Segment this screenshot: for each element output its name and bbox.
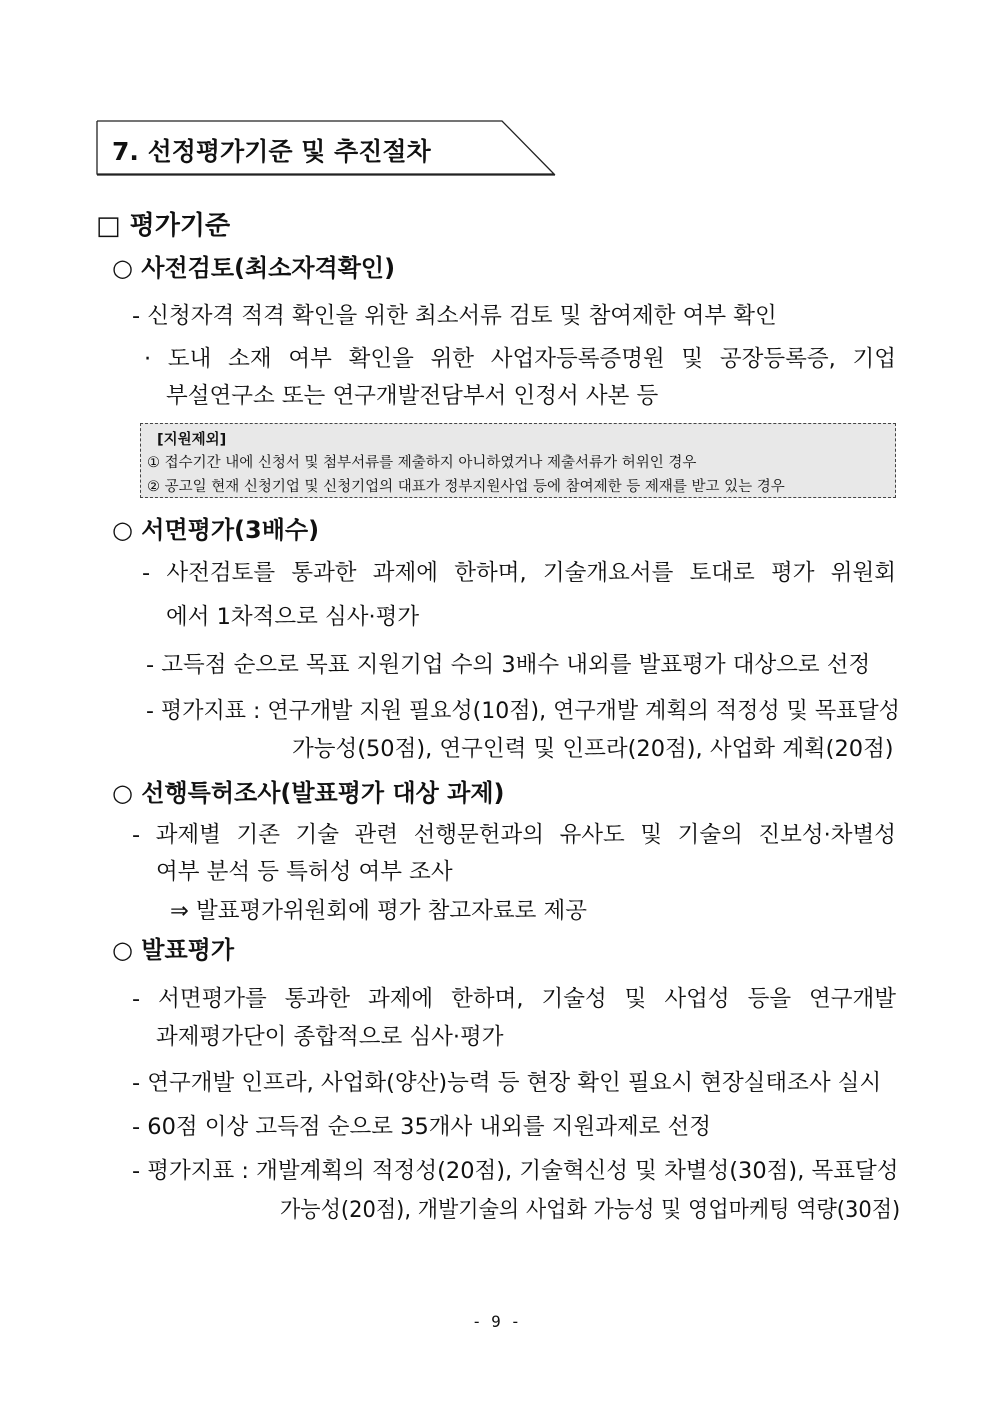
exclusion-note-title: [지원제외]	[157, 432, 227, 448]
section-title: 7. 선정평가기준 및 추진절차	[112, 137, 431, 166]
pre-review-line1: - 신청자격 적격 확인을 위한 최소서류 검토 및 참여제한 여부 확인	[132, 303, 777, 329]
document-review-title: ○ 서면평가(3배수)	[112, 516, 320, 544]
document-review-line2: - 고득점 순으로 목표 지원기업 수의 3배수 내외를 발표평가 대상으로 선정	[146, 652, 871, 678]
patent-search-line2: ⇒ 발표평가위원회에 평가 참고자료로 제공	[170, 898, 587, 924]
pre-review-title: ○ 사전검토(최소자격확인)	[112, 254, 396, 282]
exclusion-note-item1: ① 접수기간 내에 신청서 및 첨부서류를 제출하지 아니하였거나 제출서류가 허위인 경우	[147, 455, 697, 471]
patent-search-line1a: - 과제별 기존 기술 관련 선행문헌과의 유사도 및 기술의 진보성·차별성	[132, 822, 896, 848]
document-review-line3a: - 평가지표 : 연구개발 지원 필요성(10점), 연구개발 계획의 적정성 및 목표달성	[146, 698, 900, 724]
presentation-line4b: 가능성(20점), 개발기술의 사업화 가능성 및 영업마케팅 역량(30점)	[280, 1197, 901, 1223]
patent-search-title: ○ 선행특허조사(발표평가 대상 과제)	[112, 779, 505, 807]
presentation-title: ○ 발표평가	[112, 936, 235, 964]
presentation-line1a: - 서면평가를 통과한 과제에 한하며, 기술성 및 사업성 등을 연구개발	[132, 986, 896, 1012]
criteria-heading: □ 평가기준	[96, 211, 231, 241]
document-review-line3b: 가능성(50점), 연구인력 및 인프라(20점), 사업화 계획(20점)	[292, 736, 894, 762]
document-review-line1a: - 사전검토를 통과한 과제에 한하며, 기술개요서를 토대로 평가 위원회	[142, 560, 896, 586]
presentation-line4a: - 평가지표 : 개발계획의 적정성(20점), 기술혁신성 및 차별성(30점), 목표달성	[132, 1158, 899, 1184]
section-header-box	[96, 120, 556, 176]
presentation-line3: - 60점 이상 고득점 순으로 35개사 내외를 지원과제로 선정	[132, 1114, 712, 1140]
presentation-line1b: 과제평가단이 종합적으로 심사·평가	[156, 1024, 504, 1050]
pre-review-line2b: 부설연구소 또는 연구개발전담부서 인정서 사본 등	[166, 383, 659, 409]
document-review-line1b: 에서 1차적으로 심사·평가	[166, 604, 420, 630]
page-number: - 9 -	[471, 1312, 521, 1331]
exclusion-note-item2: ② 공고일 현재 신청기업 및 신청기업의 대표가 정부지원사업 등에 참여제한 등 제재를 받고 있는 경우	[147, 479, 785, 495]
presentation-line2: - 연구개발 인프라, 사업화(양산)능력 등 현장 확인 필요시 현장실태조사 실시	[132, 1070, 882, 1096]
patent-search-line1b: 여부 분석 등 특허성 여부 조사	[156, 859, 453, 885]
pre-review-line2a: · 도내 소재 여부 확인을 위한 사업자등록증명원 및 공장등록증, 기업	[144, 346, 896, 372]
exclusion-note-box	[140, 423, 896, 498]
